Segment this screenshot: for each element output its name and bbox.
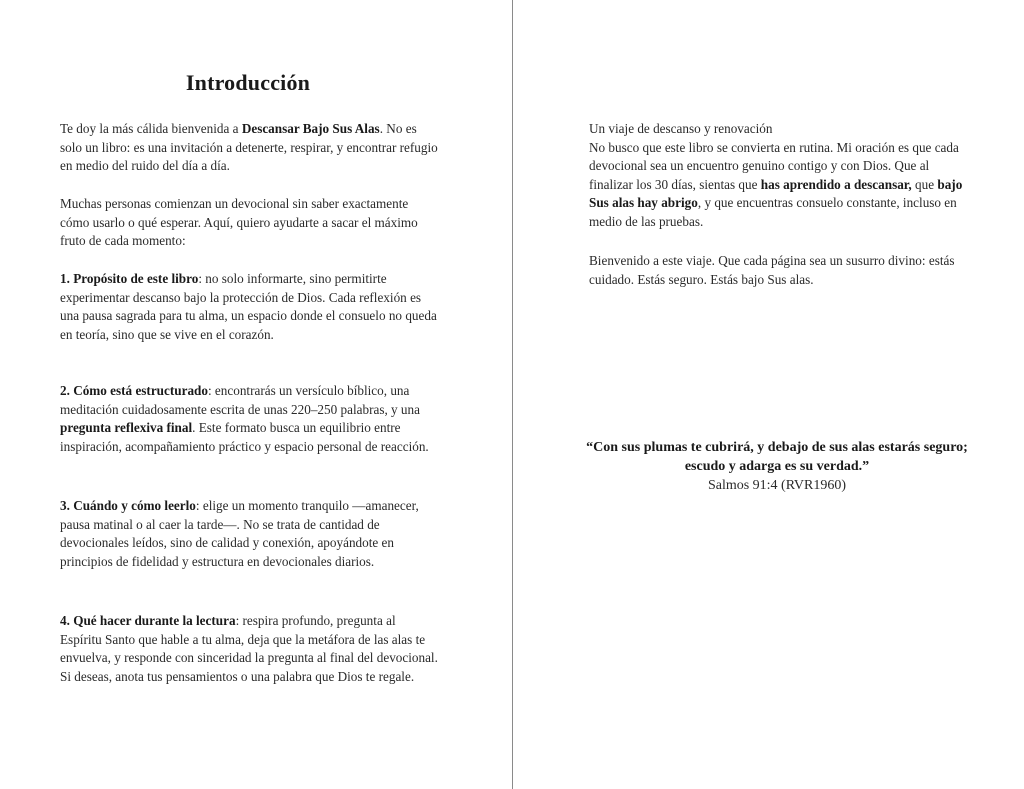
section-text: . Este formato busca un equilibrio entre inspiración, acompañamiento práctico y espacio personal de reacción. bbox=[60, 420, 429, 454]
section-heading: 1. Propósito de este libro bbox=[60, 271, 199, 286]
section-text: : respira profundo, pregunta al Espíritu Santo que hable a tu alma, deja que la metáfora de las alas te envuelva, y responde con sinceridad la pregunta al final del devocional. Si deseas, anota tus pensamientos o una palabra que Dios te regale. bbox=[60, 613, 438, 684]
section-when-how bbox=[60, 497, 438, 571]
journey-text: No busco que este libro se convierta en rutina. Mi oración es que cada devocional sea un encuentro genuino contigo y con Dios. Que al finalizar los 30 días, sientas que bbox=[589, 139, 959, 192]
journey-bold-phrase: has aprendido a descansar, bbox=[760, 176, 912, 192]
section-during-reading bbox=[60, 612, 438, 686]
bible-verse bbox=[583, 438, 971, 495]
journey-text: , y que encuentras consuelo constante, incluso en medio de las pruebas. bbox=[589, 195, 957, 229]
intro-paragraph-2: Muchas personas comienzan un devocional sin saber exactamente cómo usarlo o qué esperar. Aquí, quiero ayudarte a sacar el máximo fruto de cada momento: bbox=[60, 196, 418, 249]
section-purpose bbox=[60, 270, 438, 344]
section-text: : elige un momento tranquilo —amanecer, pausa matinal o al caer la tarde—. No se trata de cantidad de devocionales leídos, sino de calidad y conexión, apoyándote en principios de fidelidad y estructura en devocionales diarios. bbox=[60, 498, 419, 569]
section-structure bbox=[60, 382, 438, 456]
journey-section bbox=[589, 120, 969, 232]
section-text: : no solo informarte, sino permitirte experimentar descanso bajo la protección de Dios. Cada reflexión es una pausa sagrada para tu alma, un espacio donde el consuelo no queda en teoría, sino que se vive en el corazón. bbox=[60, 271, 437, 342]
verse-reference: Salmos 91:4 (RVR1960) bbox=[707, 478, 847, 493]
right-page bbox=[513, 0, 1024, 789]
section-heading: 3. Cuándo y cómo leerlo bbox=[60, 498, 196, 513]
page-title: Introducción bbox=[185, 70, 311, 95]
section-heading: 4. Qué hacer durante la lectura bbox=[60, 613, 236, 628]
journey-subtitle: Un viaje de descanso y renovación bbox=[589, 121, 773, 136]
intro-paragraph-1 bbox=[60, 120, 438, 176]
journey-paragraph-2: Bienvenido a este viaje. Que cada página sea un susurro divino: estás cuidado. Estás seguro. Estás bajo Sus alas. bbox=[589, 253, 955, 287]
verse-quote: “Con sus plumas te cubrirá, y debajo de sus alas estarás seguro; escudo y adarga es su verdad.” bbox=[586, 440, 968, 474]
intro-text: . No es solo un libro: es una invitación a detenerte, respirar, y encontrar refugio en medio del ruido del día a día. bbox=[60, 121, 438, 174]
journey-text: que bbox=[911, 176, 938, 192]
journey-paragraph-1 bbox=[589, 139, 969, 232]
intro-text: Te doy la más cálida bienvenida a bbox=[60, 121, 242, 136]
section-text: : encontrarás un versículo bíblico, una meditación cuidadosamente escrita de unas 220–250 palabras, y una bbox=[60, 383, 420, 417]
section-heading: 2. Cómo está estructurado bbox=[60, 383, 208, 398]
section-bold-phrase: pregunta reflexiva final bbox=[60, 420, 193, 436]
book-title-bold: Descansar Bajo Sus Alas bbox=[241, 121, 380, 136]
journey-bold-phrase: bajo Sus alas hay abrigo bbox=[589, 176, 963, 211]
